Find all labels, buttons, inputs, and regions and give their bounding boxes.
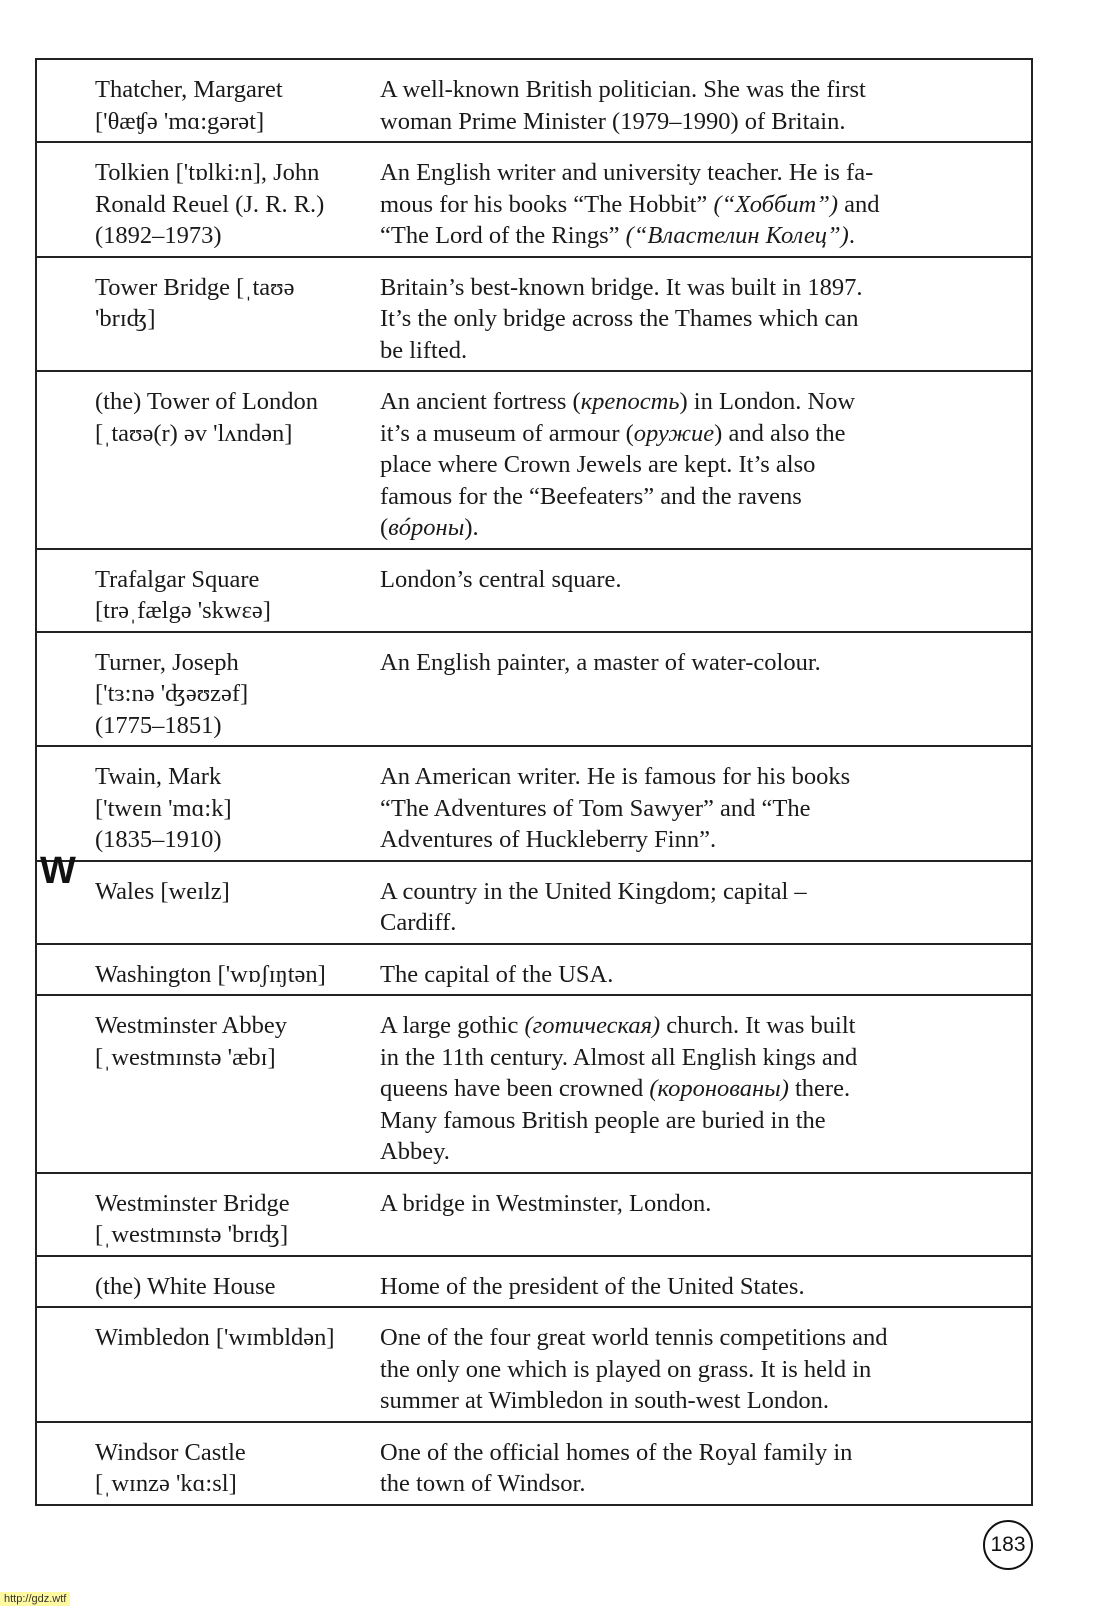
definition-text: An English writer and university teacher. He is fa-	[380, 159, 874, 186]
definition-cell	[358, 59, 1032, 142]
definition-line	[380, 335, 1009, 367]
russian-gloss: (“Властелин Колец”)	[625, 222, 849, 249]
term-line: (1892–1973)	[95, 222, 222, 249]
definition-cell	[358, 1422, 1032, 1505]
definition-text: One of the official homes of the Royal family in	[380, 1438, 853, 1466]
page-number-text: 183	[990, 1533, 1026, 1556]
definition-cell	[358, 257, 1032, 372]
definition-text: Adventures of Huckleberry Finn”.	[380, 826, 717, 853]
definition-line	[380, 220, 1009, 252]
definition-text: famous for the “Beefeaters” and the ravens	[380, 482, 802, 510]
definition-text: Many famous British people are buried in the	[380, 1106, 826, 1134]
definition-text: A bridge in Westminster, London.	[380, 1189, 712, 1217]
definition-line	[380, 512, 1009, 544]
term-line: Wales [weɪlz]	[95, 877, 230, 905]
term-cell	[36, 861, 358, 944]
term-line: Twain, Mark	[95, 763, 222, 790]
definition-text: A well-known British politician. She was the first	[380, 76, 866, 103]
term-cell	[36, 746, 358, 861]
russian-gloss: (коронованы)	[649, 1075, 789, 1102]
term-cell	[36, 59, 358, 142]
definition-cell	[358, 142, 1032, 257]
glossary-row	[36, 142, 1032, 257]
definition-text: A country in the United Kingdom; capital –	[380, 877, 807, 905]
definition-text: Home of the president of the United States.	[380, 1272, 805, 1300]
definition-line	[380, 1322, 1009, 1354]
definition-line	[380, 1354, 1009, 1386]
glossary-row	[36, 257, 1032, 372]
term-line: (the) Tower of London	[95, 388, 319, 415]
term-line: [trəˌfælgə 'skwɛə]	[95, 597, 271, 624]
page-number	[983, 1520, 1033, 1570]
definition-text: (	[380, 514, 389, 541]
definition-line	[380, 1136, 1009, 1168]
definition-line	[380, 564, 1009, 596]
definition-text: the town of Windsor.	[380, 1470, 586, 1497]
glossary-row	[36, 944, 1032, 996]
term-cell	[36, 1422, 358, 1505]
term-cell	[36, 257, 358, 372]
russian-gloss: оружие	[633, 419, 715, 447]
definition-text: place where Crown Jewels are kept. It’s also	[380, 451, 816, 478]
term-line: Wimbledon ['wɪmbldən]	[95, 1324, 335, 1351]
russian-gloss: (“Хоббит”)	[713, 190, 838, 218]
term-line: Westminster Abbey	[95, 1012, 287, 1039]
definition-text: summer at Wimbledon in south-west London.	[380, 1387, 830, 1414]
definition-line	[380, 824, 1009, 856]
definition-line	[380, 907, 1009, 939]
russian-gloss: (готическая)	[524, 1012, 661, 1039]
definition-line	[380, 1042, 1009, 1074]
term-cell	[36, 632, 358, 747]
definition-line	[380, 1010, 1009, 1042]
glossary-row	[36, 746, 1032, 861]
term-line: Turner, Joseph	[95, 648, 239, 676]
definition-text: church. It was built	[660, 1012, 856, 1039]
term-cell	[36, 1173, 358, 1256]
glossary-row	[36, 371, 1032, 549]
definition-text: It’s the only bridge across the Thames which can	[380, 305, 859, 332]
glossary-row	[36, 1422, 1032, 1505]
definition-line	[380, 74, 1009, 106]
term-line: Tower Bridge [ˌtaʊə 'brɪʤ]	[95, 273, 295, 332]
glossary-row	[36, 861, 1032, 944]
definition-text: ) and also the	[714, 419, 846, 447]
section-letter: W	[40, 850, 76, 892]
definition-text: woman Prime Minister (1979–1990) of Britain.	[380, 107, 846, 135]
definition-cell	[358, 1173, 1032, 1256]
definition-line	[380, 1105, 1009, 1137]
term-cell	[36, 944, 358, 996]
definition-text: it’s a museum of armour (	[380, 419, 634, 447]
definition-text: An American writer. He is famous for his books	[380, 763, 851, 790]
definition-text: be lifted.	[380, 336, 468, 364]
definition-text: Cardiff.	[380, 909, 457, 936]
definition-line	[380, 418, 1009, 450]
definition-line	[380, 272, 1009, 304]
definition-cell	[358, 1256, 1032, 1308]
definition-text: Abbey.	[380, 1138, 450, 1165]
definition-cell	[358, 1307, 1032, 1422]
definition-cell	[358, 746, 1032, 861]
definition-line	[380, 481, 1009, 513]
definition-text: “The Adventures of Tom Sawyer” and “The	[380, 794, 811, 822]
term-line: Tolkien ['tɒlki:n], John	[95, 159, 320, 186]
russian-gloss: вóроны	[388, 514, 465, 541]
definition-cell	[358, 632, 1032, 747]
definition-cell	[358, 995, 1032, 1173]
term-line: Ronald Reuel (J. R. R.)	[95, 190, 325, 218]
definition-cell	[358, 549, 1032, 632]
definition-text: An ancient fortress (	[380, 388, 581, 415]
definition-line	[380, 386, 1009, 418]
definition-line	[380, 959, 1009, 991]
definition-line	[380, 1073, 1009, 1105]
definition-line	[380, 1188, 1009, 1220]
term-line: Thatcher, Margaret	[95, 76, 283, 103]
term-line: (the) White House	[95, 1272, 276, 1300]
term-cell	[36, 995, 358, 1173]
glossary-row	[36, 995, 1032, 1173]
definition-text: there.	[788, 1075, 851, 1102]
definition-text: London’s central square.	[380, 565, 622, 593]
definition-text: and	[838, 190, 880, 218]
definition-line	[380, 157, 1009, 189]
definition-line	[380, 761, 1009, 793]
term-cell	[36, 1256, 358, 1308]
glossary-body	[36, 59, 1032, 1505]
definition-line	[380, 876, 1009, 908]
definition-text: .	[848, 222, 855, 249]
term-cell	[36, 142, 358, 257]
term-line: Trafalgar Square	[95, 565, 260, 593]
definition-cell	[358, 944, 1032, 996]
definition-line	[380, 1271, 1009, 1303]
definition-text: A large gothic	[380, 1012, 525, 1039]
definition-text: in the 11th century. Almost all English kings and	[380, 1043, 858, 1071]
definition-line	[380, 303, 1009, 335]
term-line: ['tweɪn 'mɑ:k]	[95, 794, 232, 822]
definition-line	[380, 793, 1009, 825]
definition-text: mous for his books “The Hobbit”	[380, 190, 714, 218]
term-line: [ˌwɪnzə 'kɑ:sl]	[95, 1470, 237, 1497]
term-line: ['θæʧə 'mɑ:gərət]	[95, 107, 265, 135]
definition-text: ).	[464, 514, 479, 541]
glossary-row	[36, 632, 1032, 747]
glossary-row	[36, 59, 1032, 142]
term-line: [ˌtaʊə(r) əv 'lʌndən]	[95, 419, 293, 447]
definition-line	[380, 1468, 1009, 1500]
term-line: ['tɜ:nə 'ʤəʊzəf]	[95, 680, 249, 707]
term-line: Washington ['wɒʃɪŋtən]	[95, 960, 326, 988]
definition-text: the only one which is played on grass. It is held in	[380, 1355, 872, 1383]
term-line: [ˌwestmɪnstə 'æbɪ]	[95, 1043, 276, 1071]
definition-line	[380, 647, 1009, 679]
russian-gloss: крепость	[580, 388, 680, 415]
term-line: (1835–1910)	[95, 826, 222, 853]
definition-line	[380, 1437, 1009, 1469]
definition-line	[380, 1385, 1009, 1417]
term-cell	[36, 371, 358, 549]
definition-text: Britain’s best-known bridge. It was built in 1897.	[380, 273, 863, 301]
definition-line	[380, 106, 1009, 138]
term-line: [ˌwestmɪnstə 'brɪʤ]	[95, 1221, 289, 1248]
term-cell	[36, 1307, 358, 1422]
term-line: Westminster Bridge	[95, 1189, 290, 1217]
term-line: Windsor Castle	[95, 1438, 246, 1466]
definition-cell	[358, 371, 1032, 549]
glossary-row	[36, 1307, 1032, 1422]
definition-line	[380, 449, 1009, 481]
definition-line	[380, 189, 1009, 221]
glossary-row	[36, 1173, 1032, 1256]
definition-text: The capital of the USA.	[380, 960, 614, 988]
glossary-row	[36, 1256, 1032, 1308]
term-line: (1775–1851)	[95, 711, 222, 739]
glossary-row	[36, 549, 1032, 632]
definition-text: “The Lord of the Rings”	[380, 222, 626, 249]
definition-text: queens have been crowned	[380, 1075, 650, 1102]
watermark-link[interactable]: http://gdz.wtf	[0, 1592, 70, 1606]
definition-text: ) in London. Now	[679, 388, 856, 415]
glossary-table	[35, 58, 1033, 1506]
definition-cell	[358, 861, 1032, 944]
definition-text: An English painter, a master of water-colour.	[380, 648, 821, 676]
term-cell	[36, 549, 358, 632]
definition-text: One of the four great world tennis competitions and	[380, 1324, 888, 1351]
